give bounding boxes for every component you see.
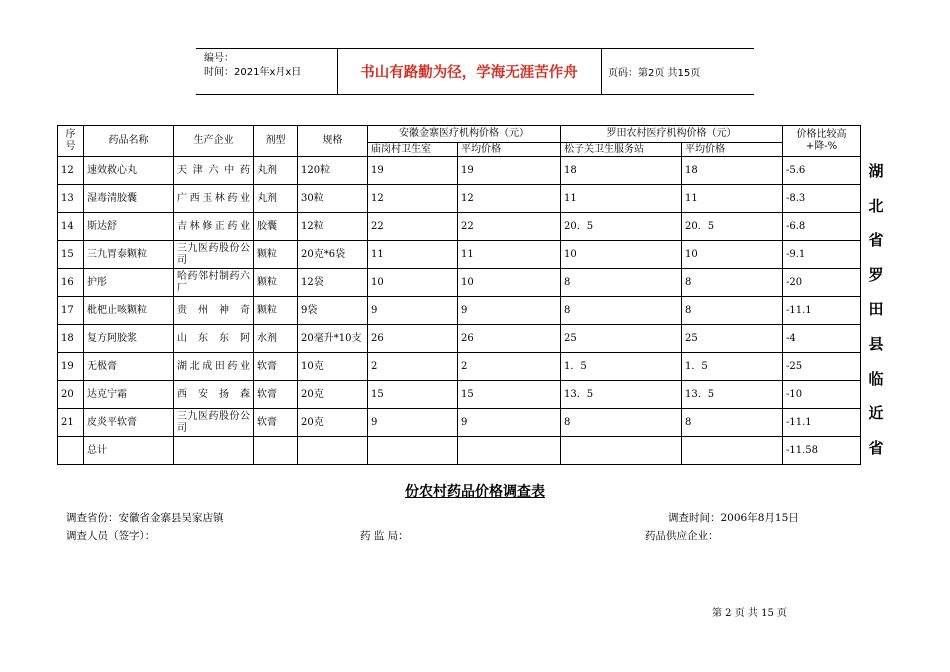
row-anhui-clinic-price: 11 — [368, 241, 458, 269]
col-header-dosage: 剂型 — [254, 126, 298, 157]
row-luotian-avg-price: 8 — [682, 409, 783, 437]
row-luotian-avg-price: 10 — [682, 241, 783, 269]
row-luotian-avg-price: 18 — [682, 157, 783, 185]
total-cell — [174, 437, 254, 465]
row-anhui-avg-price: 26 — [458, 325, 561, 353]
row-anhui-avg-price: 9 — [458, 297, 561, 325]
row-price-compare: -4 — [783, 325, 861, 353]
row-luotian-clinic-price: 8 — [561, 297, 682, 325]
row-manufacturer: 山东东阿 — [174, 325, 254, 353]
total-cell — [458, 437, 561, 465]
row-luotian-clinic-price: 8 — [561, 409, 682, 437]
row-price-compare: -11.1 — [783, 297, 861, 325]
row-drug-name: 速效救心丸 — [84, 157, 174, 185]
row-dosage: 水剂 — [254, 325, 298, 353]
total-cell — [254, 437, 298, 465]
row-manufacturer: 天津六中药 — [174, 157, 254, 185]
row-luotian-clinic-price: 8 — [561, 269, 682, 297]
header-motto: 书山有路勤为径，学海无涯苦作舟 — [360, 65, 578, 81]
row-price-compare: -10 — [783, 381, 861, 409]
row-luotian-avg-price: 13．5 — [682, 381, 783, 409]
table-row — [58, 325, 861, 353]
row-anhui-clinic-price: 2 — [368, 353, 458, 381]
row-anhui-clinic-price: 22 — [368, 213, 458, 241]
table-total-row — [58, 437, 861, 465]
row-price-compare: -11.1 — [783, 409, 861, 437]
row-price-compare: -25 — [783, 353, 861, 381]
row-anhui-avg-price: 15 — [458, 381, 561, 409]
side-title — [865, 160, 887, 471]
row-manufacturer: 贵州神奇 — [174, 297, 254, 325]
row-seq: 15 — [58, 241, 84, 269]
side-title-char: 罗 — [868, 265, 884, 284]
row-luotian-clinic-price: 11 — [561, 185, 682, 213]
row-anhui-clinic-price: 26 — [368, 325, 458, 353]
row-spec: 30粒 — [298, 185, 368, 213]
col-header-luotian-avg: 平均价格 — [682, 143, 783, 157]
row-luotian-clinic-price: 13．5 — [561, 381, 682, 409]
col-header-manufacturer: 生产企业 — [174, 126, 254, 157]
row-seq: 16 — [58, 269, 84, 297]
row-anhui-clinic-price: 9 — [368, 297, 458, 325]
row-luotian-avg-price: 25 — [682, 325, 783, 353]
col-header-spec: 规格 — [298, 126, 368, 157]
side-title-char: 湖 — [868, 162, 884, 180]
table-row — [58, 157, 861, 185]
total-pct: -11.58 — [783, 437, 861, 465]
surveyor-signature: 调查人员（签字）： — [66, 530, 156, 542]
row-seq: 13 — [58, 185, 84, 213]
row-luotian-avg-price: 20．5 — [682, 213, 783, 241]
side-title-char: 北 — [868, 196, 884, 215]
row-seq: 18 — [58, 325, 84, 353]
row-price-compare: -6.8 — [783, 213, 861, 241]
number-label: 编号： — [204, 53, 234, 64]
row-spec: 120粒 — [298, 157, 368, 185]
row-anhui-clinic-price: 19 — [368, 157, 458, 185]
row-manufacturer: 湖北成田药业 — [174, 353, 254, 381]
row-seq: 21 — [58, 409, 84, 437]
col-header-anhui-avg: 平均价格 — [458, 143, 561, 157]
table-row — [58, 353, 861, 381]
row-dosage: 颗粒 — [254, 269, 298, 297]
survey-province: 调查省份：安徽省金寨县吴家店镇 — [66, 512, 224, 524]
row-anhui-avg-price: 11 — [458, 241, 561, 269]
row-manufacturer: 哈药邻村制药六厂 — [174, 269, 254, 297]
row-spec: 20克*6袋 — [298, 241, 368, 269]
page-footer: 第 2 页 共 15 页 — [712, 608, 787, 619]
col-header-luotian-group: 罗田农村医疗机构价格（元） — [561, 126, 783, 143]
col-header-anhui-group: 安徽金寨医疗机构价格（元） — [368, 126, 561, 143]
row-spec: 12粒 — [298, 213, 368, 241]
total-cell — [682, 437, 783, 465]
row-seq: 14 — [58, 213, 84, 241]
table-row — [58, 241, 861, 269]
row-manufacturer: 吉林修正药业 — [174, 213, 254, 241]
row-seq: 19 — [58, 353, 84, 381]
row-dosage: 颗粒 — [254, 297, 298, 325]
table-row — [58, 213, 861, 241]
row-manufacturer: 三九医药股份公司 — [174, 409, 254, 437]
drug-bureau: 药 监 局： — [360, 530, 409, 542]
row-anhui-clinic-price: 12 — [368, 185, 458, 213]
row-drug-name: 达克宁霜 — [84, 381, 174, 409]
row-anhui-avg-price: 22 — [458, 213, 561, 241]
side-title-char: 省 — [868, 438, 884, 457]
row-seq: 20 — [58, 381, 84, 409]
row-anhui-clinic-price: 10 — [368, 269, 458, 297]
row-drug-name: 湿毒清胶囊 — [84, 185, 174, 213]
row-luotian-avg-price: 8 — [682, 269, 783, 297]
side-title-char: 临 — [868, 369, 884, 388]
table-row — [58, 381, 861, 409]
row-spec: 9袋 — [298, 297, 368, 325]
row-dosage: 丸剂 — [254, 185, 298, 213]
row-dosage: 软膏 — [254, 353, 298, 381]
row-anhui-clinic-price: 15 — [368, 381, 458, 409]
row-dosage: 颗粒 — [254, 241, 298, 269]
row-luotian-clinic-price: 25 — [561, 325, 682, 353]
row-spec: 12袋 — [298, 269, 368, 297]
row-anhui-avg-price: 2 — [458, 353, 561, 381]
row-seq: 12 — [58, 157, 84, 185]
header-page-label: 页码：第2页 共15页 — [608, 68, 701, 79]
row-price-compare: -8.3 — [783, 185, 861, 213]
row-dosage: 胶囊 — [254, 213, 298, 241]
row-manufacturer: 三九医药股份公司 — [174, 241, 254, 269]
row-anhui-avg-price: 10 — [458, 269, 561, 297]
table-header-row — [58, 126, 861, 143]
row-drug-name: 斯达舒 — [84, 213, 174, 241]
col-header-seq: 序号 — [58, 126, 84, 157]
table-row — [58, 269, 861, 297]
row-spec: 20毫升*10支 — [298, 325, 368, 353]
row-anhui-avg-price: 12 — [458, 185, 561, 213]
header-meta — [204, 52, 301, 80]
row-luotian-avg-price: 8 — [682, 297, 783, 325]
row-luotian-clinic-price: 20．5 — [561, 213, 682, 241]
side-title-char: 省 — [868, 231, 884, 250]
col-header-anhui-clinic: 庙岗村卫生室 — [368, 143, 458, 157]
row-dosage: 软膏 — [254, 409, 298, 437]
side-title-char: 近 — [868, 404, 884, 423]
row-drug-name: 三九胃泰颗粒 — [84, 241, 174, 269]
side-title-char: 县 — [868, 334, 884, 353]
price-table — [57, 125, 861, 465]
row-luotian-avg-price: 11 — [682, 185, 783, 213]
row-anhui-avg-price: 9 — [458, 409, 561, 437]
row-manufacturer: 西安扬森 — [174, 381, 254, 409]
side-title-char: 田 — [868, 300, 884, 319]
table-row — [58, 409, 861, 437]
row-luotian-clinic-price: 10 — [561, 241, 682, 269]
header-divider — [601, 49, 602, 94]
row-price-compare: -20 — [783, 269, 861, 297]
row-dosage: 软膏 — [254, 381, 298, 409]
row-manufacturer: 广西玉林药业 — [174, 185, 254, 213]
col-header-compare: 价格比较高+降-% — [783, 126, 861, 157]
row-seq: 17 — [58, 297, 84, 325]
row-spec: 10克 — [298, 353, 368, 381]
row-drug-name: 无极膏 — [84, 353, 174, 381]
row-anhui-clinic-price: 9 — [368, 409, 458, 437]
survey-date: 调查时间：2006年8月15日 — [668, 512, 799, 524]
row-luotian-clinic-price: 18 — [561, 157, 682, 185]
col-header-drug-name: 药品名称 — [84, 126, 174, 157]
row-spec: 20克 — [298, 409, 368, 437]
row-drug-name: 枇杷止咳颗粒 — [84, 297, 174, 325]
row-dosage: 丸剂 — [254, 157, 298, 185]
total-label: 总计 — [84, 437, 174, 465]
row-drug-name: 复方阿胶浆 — [84, 325, 174, 353]
row-anhui-avg-price: 19 — [458, 157, 561, 185]
row-price-compare: -5.6 — [783, 157, 861, 185]
total-cell — [368, 437, 458, 465]
table-body — [58, 157, 861, 437]
col-header-luotian-clinic: 松子关卫生服务站 — [561, 143, 682, 157]
page-header — [196, 48, 754, 95]
total-cell — [298, 437, 368, 465]
row-price-compare: -9.1 — [783, 241, 861, 269]
row-luotian-avg-price: 1．5 — [682, 353, 783, 381]
drug-supplier: 药品供应企业： — [645, 530, 719, 542]
document-title: 份农村药品价格调查表 — [405, 484, 545, 500]
time-label: 时间：2021年x月x日 — [204, 67, 302, 78]
table-row — [58, 297, 861, 325]
row-drug-name: 护彤 — [84, 269, 174, 297]
total-cell — [58, 437, 84, 465]
row-luotian-clinic-price: 1．5 — [561, 353, 682, 381]
row-spec: 20克 — [298, 381, 368, 409]
table-row — [58, 185, 861, 213]
total-cell — [561, 437, 682, 465]
row-drug-name: 皮炎平软膏 — [84, 409, 174, 437]
